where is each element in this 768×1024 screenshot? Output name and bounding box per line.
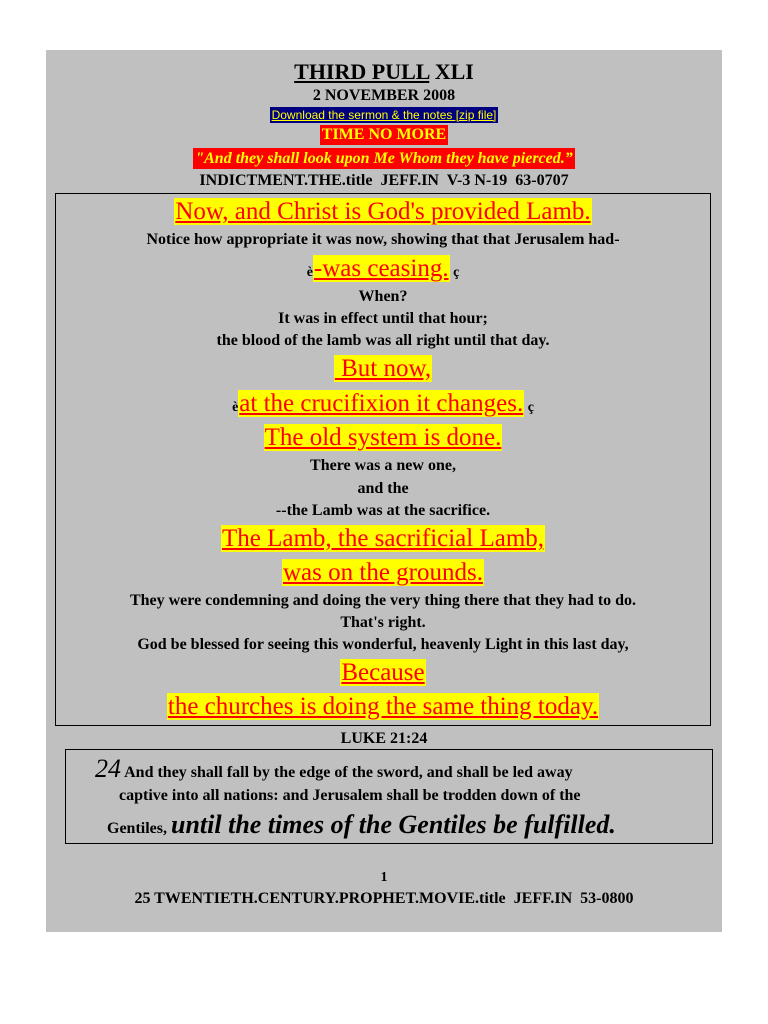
quote-line-14: was on the grounds. xyxy=(283,559,483,586)
verse-number: 24 xyxy=(95,754,121,783)
page-title xyxy=(46,59,722,85)
scripture-quote-banner xyxy=(46,148,722,169)
scripture-verse-box xyxy=(65,749,713,844)
sermon-date: 2 NOVEMBER 2008 xyxy=(312,87,456,104)
time-no-more-text: TIME NO MORE xyxy=(321,126,447,143)
page-title-main: THIRD PULL xyxy=(294,59,430,84)
quote-line-4: When? xyxy=(358,288,408,305)
sermon-quote-box xyxy=(55,193,711,726)
quote-line-18: Because xyxy=(341,659,425,686)
quote-line-19: the churches is doing the same thing today. xyxy=(167,693,599,720)
quote-line-15: They were condemning and doing the very thing there that they had to do. xyxy=(129,592,637,609)
quote-line-13: The Lamb, the sacrificial Lamb, xyxy=(221,525,545,552)
quote-line-7: But now, xyxy=(334,355,432,382)
quote-line-8: èat the crucifixion it changes. ç xyxy=(232,390,534,417)
quote-line-5: It was in effect until that hour; xyxy=(278,310,488,327)
verse-line-2: captive into all nations: and Jerusalem shall be trodden down of the xyxy=(119,787,581,804)
quote-line-1: Now, and Christ is God's provided Lamb. xyxy=(175,198,591,225)
document-page xyxy=(46,50,722,932)
indictment-reference: INDICTMENT.THE.title JEFF.IN V-3 N-19 63-0707 xyxy=(199,172,569,189)
quote-line-10: There was a new one, xyxy=(310,457,456,474)
scripture-reference: LUKE 21:24 xyxy=(340,730,428,747)
verse-emphasis: until the times of the Gentiles be fulfilled. xyxy=(171,810,616,839)
quote-line-12: --the Lamb was at the sacrifice. xyxy=(275,502,491,519)
quote-line-2: Notice how appropriate it was now, showing that that Jerusalem had- xyxy=(146,231,620,248)
download-sermon-link[interactable]: Download the sermon & the notes [zip file] xyxy=(271,108,497,122)
quote-line-3: è-was ceasing. ç xyxy=(306,255,460,282)
time-no-more-banner xyxy=(46,125,722,145)
quote-line-6: the blood of the lamb was all right until that day. xyxy=(216,332,550,349)
verse-line-3: Gentiles, until the times of the Gentiles be fulfilled. xyxy=(107,810,616,839)
page-title-numeral: XLI xyxy=(429,59,474,84)
quote-line-16: That's right. xyxy=(340,614,426,631)
quote-line-11: and the xyxy=(357,480,409,497)
page-number: 1 xyxy=(380,870,388,885)
footer-reference: 25 TWENTIETH.CENTURY.PROPHET.MOVIE.title JEFF.IN 53-0800 xyxy=(134,890,634,907)
scripture-quote-text: "And they shall look upon Me Whom they have pierced.” xyxy=(195,150,573,167)
quote-line-9: The old system is done. xyxy=(264,424,502,451)
quote-line-17: God be blessed for seeing this wonderful, heavenly Light in this last day, xyxy=(137,636,629,653)
download-row xyxy=(46,107,722,123)
verse-line-1: 24 And they shall fall by the edge of the sword, and shall be led away xyxy=(95,754,573,783)
